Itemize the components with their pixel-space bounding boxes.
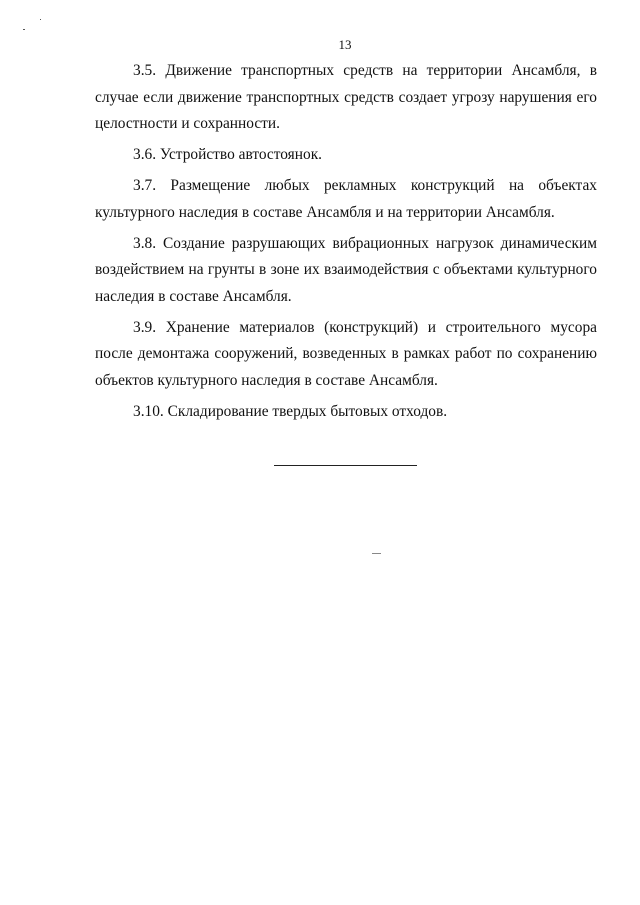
scan-speck (40, 19, 41, 20)
clause-3-8: 3.8. Создание разрушающих вибрационных нагрузок динамическим воздействием на грунты в зоне их взаимодействия с объектами культурного наследия в составе Ансамбля. (95, 234, 597, 305)
scan-speck (372, 553, 381, 554)
scan-speck (23, 29, 25, 30)
clause-3-7: 3.7. Размещение любых рекламных конструкций на объектах культурного наследия в составе Ансамбля и на территории Ансамбля. (95, 177, 597, 221)
document-body (95, 58, 597, 430)
end-of-document-rule (274, 465, 417, 466)
clause-3-10: 3.10. Складирование твердых бытовых отходов. (133, 402, 448, 420)
page-number: 13 (338, 37, 352, 52)
clause-3-6: 3.6. Устройство автостоянок. (133, 146, 323, 163)
clause-3-5: 3.5. Движение транспортных средств на территории Ансамбля, в случае если движение транспортных средств создает угрозу нарушения его целостности и сохранности. (95, 62, 597, 132)
clause-3-9: 3.9. Хранение материалов (конструкций) и строительного мусора после демонтажа сооружений, возведенных в рамках работ по сохранению объектов культурного наследия в составе Ансамбля. (95, 318, 597, 389)
